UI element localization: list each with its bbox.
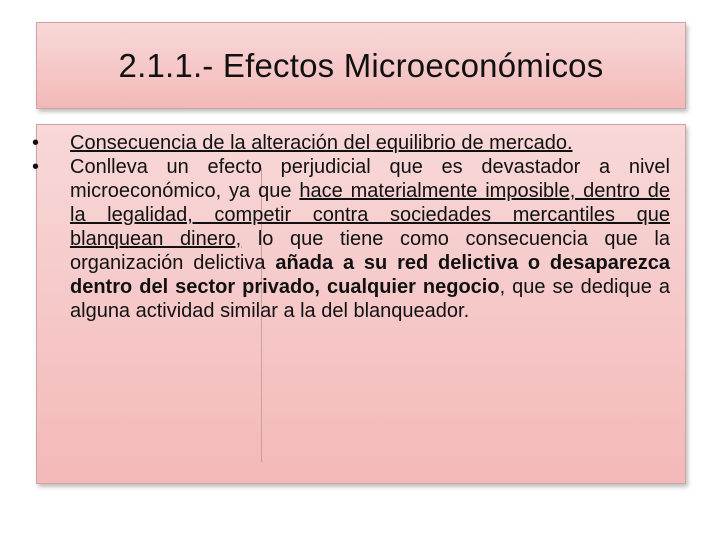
bullet-2-part-1: Conlleva un efecto perjudicial que es devastador a nivel microeconómico, ya que: [70, 156, 670, 202]
bullet-2-part-2: hace materialmente imposible, dentro de la legalidad, competir contra sociedades mercantiles que blanquean dinero,: [70, 180, 671, 250]
bullet-item-1: [32, 131, 670, 155]
bullet-2-part-4: añada a su red delictiva o desaparezca dentro del sector privado, cualquier negocio: [70, 252, 671, 298]
title-box: [36, 22, 686, 109]
bullet-list: [32, 131, 671, 323]
bullet-2-part-5: , que se dedique a alguna actividad similar a la del blanqueador.: [70, 276, 670, 322]
bullet-item-2: [32, 155, 671, 323]
bullet-marker: •: [32, 132, 40, 154]
title-divider: [36, 106, 184, 107]
bullet-2-part-3: lo que tiene como consecuencia que la organización delictiva: [70, 228, 670, 274]
slide-title: 2.1.1.- Efectos Microeconómicos: [118, 47, 604, 84]
bullet-marker: •: [32, 156, 40, 178]
bullet-1-text: Consecuencia de la alteración del equilibrio de mercado.: [70, 132, 573, 154]
